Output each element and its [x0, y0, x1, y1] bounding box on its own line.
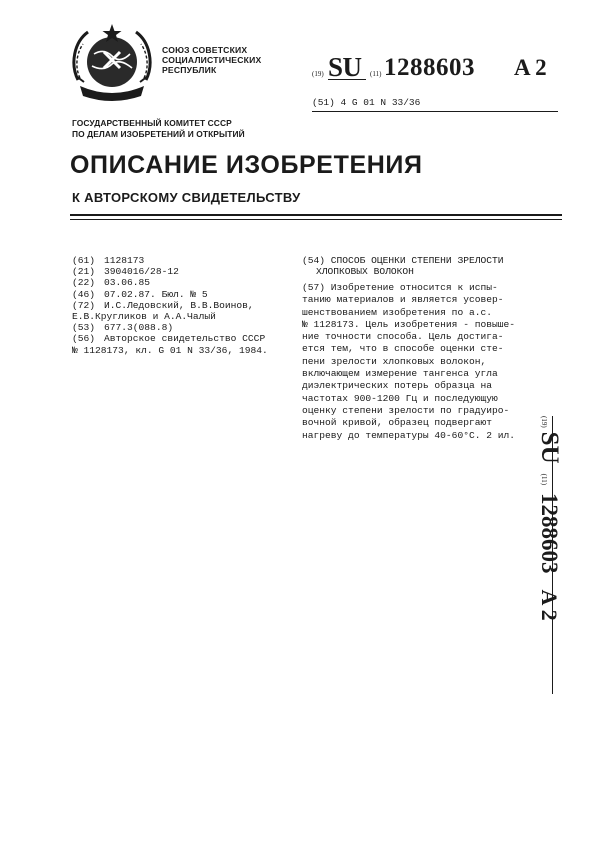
biblio-text: Е.В.Кругликов и А.А.Чалый	[72, 311, 216, 323]
biblio-text: 677.3(088.8)	[104, 322, 174, 334]
invention-title	[302, 255, 552, 277]
abstract-line: ние точности способа. Цель достига-	[302, 331, 504, 343]
union-name-line: РЕСПУБЛИК	[162, 65, 217, 75]
abstract-line: (57) Изобретение относится к испы-	[302, 282, 498, 293]
side-code-19: (19)	[540, 416, 548, 428]
abstract-line: пени зрелости хлопковых волокон,	[302, 355, 487, 367]
ussr-emblem-icon	[68, 20, 156, 108]
abstract-line: ется тем, что в способе оценки сте-	[302, 343, 504, 355]
biblio-code: (21)	[72, 266, 96, 278]
invention-title-line: ХЛОПКОВЫХ ВОЛОКОН	[316, 266, 414, 278]
union-name-line: СОЮЗ СОВЕТСКИХ	[162, 45, 248, 55]
side-code-11: (11)	[540, 473, 548, 486]
ipc-classification: (51) 4 G 01 N 33/36	[312, 97, 421, 108]
abstract-line: включающем измерение тангенса угла	[302, 368, 498, 380]
committee-line: ПО ДЕЛАМ ИЗОБРЕТЕНИЙ И ОТКРЫТИЙ	[72, 129, 245, 139]
abstract-line: шенствованием изобретения по а.с.	[302, 306, 492, 318]
publication-number	[312, 52, 562, 82]
ipc-divider	[312, 111, 558, 112]
union-name	[162, 45, 261, 75]
country-code: SU	[328, 52, 362, 82]
biblio-row	[72, 277, 282, 288]
header-divider	[70, 214, 562, 216]
biblio-row	[72, 333, 282, 344]
biblio-code: (22)	[72, 277, 96, 289]
biblio-text: № 1128173, кл. G 01 N 33/36, 1984.	[72, 344, 268, 356]
patent-number: 1288603	[384, 54, 475, 81]
biblio-row	[72, 322, 282, 333]
document-kind: A 2	[514, 55, 547, 80]
abstract-line: № 1128173. Цель изобретения - повыше-	[302, 318, 516, 330]
code-19-label: (19)	[312, 70, 324, 78]
biblio-text: 3904016/28-12	[104, 266, 179, 278]
biblio-code: (72)	[72, 299, 96, 311]
biblio-row	[72, 255, 282, 266]
biblio-row	[72, 345, 282, 356]
committee-name	[72, 118, 245, 139]
abstract-line: диэлектрических потерь образца на	[302, 380, 492, 392]
publication-underline	[328, 79, 366, 80]
abstract	[302, 282, 554, 442]
side-country-code: SU	[536, 431, 563, 464]
biblio-row	[72, 289, 282, 300]
abstract-line: танию материалов и является усовер-	[302, 294, 504, 306]
biblio-code: (46)	[72, 288, 96, 300]
biblio-text: Авторское свидетельство СССР	[104, 333, 266, 345]
side-document-kind: A 2	[537, 589, 562, 621]
side-publication-number	[538, 416, 582, 700]
biblio-row	[72, 266, 282, 277]
side-patent-number: 1288603	[537, 493, 562, 574]
biblio-code: (56)	[72, 333, 96, 345]
biblio-row	[72, 300, 282, 311]
document-subtitle: К АВТОРСКОМУ СВИДЕТЕЛЬСТВУ	[72, 190, 301, 205]
committee-line: ГОСУДАРСТВЕННЫЙ КОМИТЕТ СССР	[72, 118, 232, 128]
biblio-text: 07.02.87. Бюл. № 5	[104, 288, 208, 300]
biblio-text: И.С.Ледовский, В.В.Воинов,	[104, 299, 254, 311]
abstract-line: частотах 900-1200 Гц и последующую	[302, 392, 498, 404]
invention-title-line: (54) СПОСОБ ОЦЕНКИ СТЕПЕНИ ЗРЕЛОСТИ	[302, 255, 504, 266]
biblio-code: (61)	[72, 255, 96, 266]
header-divider-thin	[70, 219, 562, 220]
biblio-text: 03.06.85	[104, 277, 151, 289]
code-11-label: (11)	[370, 70, 382, 78]
abstract-line: оценку степени зрелости по градуиро-	[302, 404, 510, 416]
abstract-line: вочной кривой, образец подвергают	[302, 417, 492, 429]
abstract-line: нагреву до температуры 40-60°С. 2 ил.	[302, 429, 516, 441]
document-title: ОПИСАНИЕ ИЗОБРЕТЕНИЯ	[70, 151, 423, 179]
biblio-code: (53)	[72, 322, 96, 334]
biblio-row	[72, 311, 282, 322]
union-name-line: СОЦИАЛИСТИЧЕСКИХ	[162, 55, 262, 65]
biblio-text: 1128173	[104, 255, 145, 266]
bibliographic-data	[72, 255, 282, 356]
